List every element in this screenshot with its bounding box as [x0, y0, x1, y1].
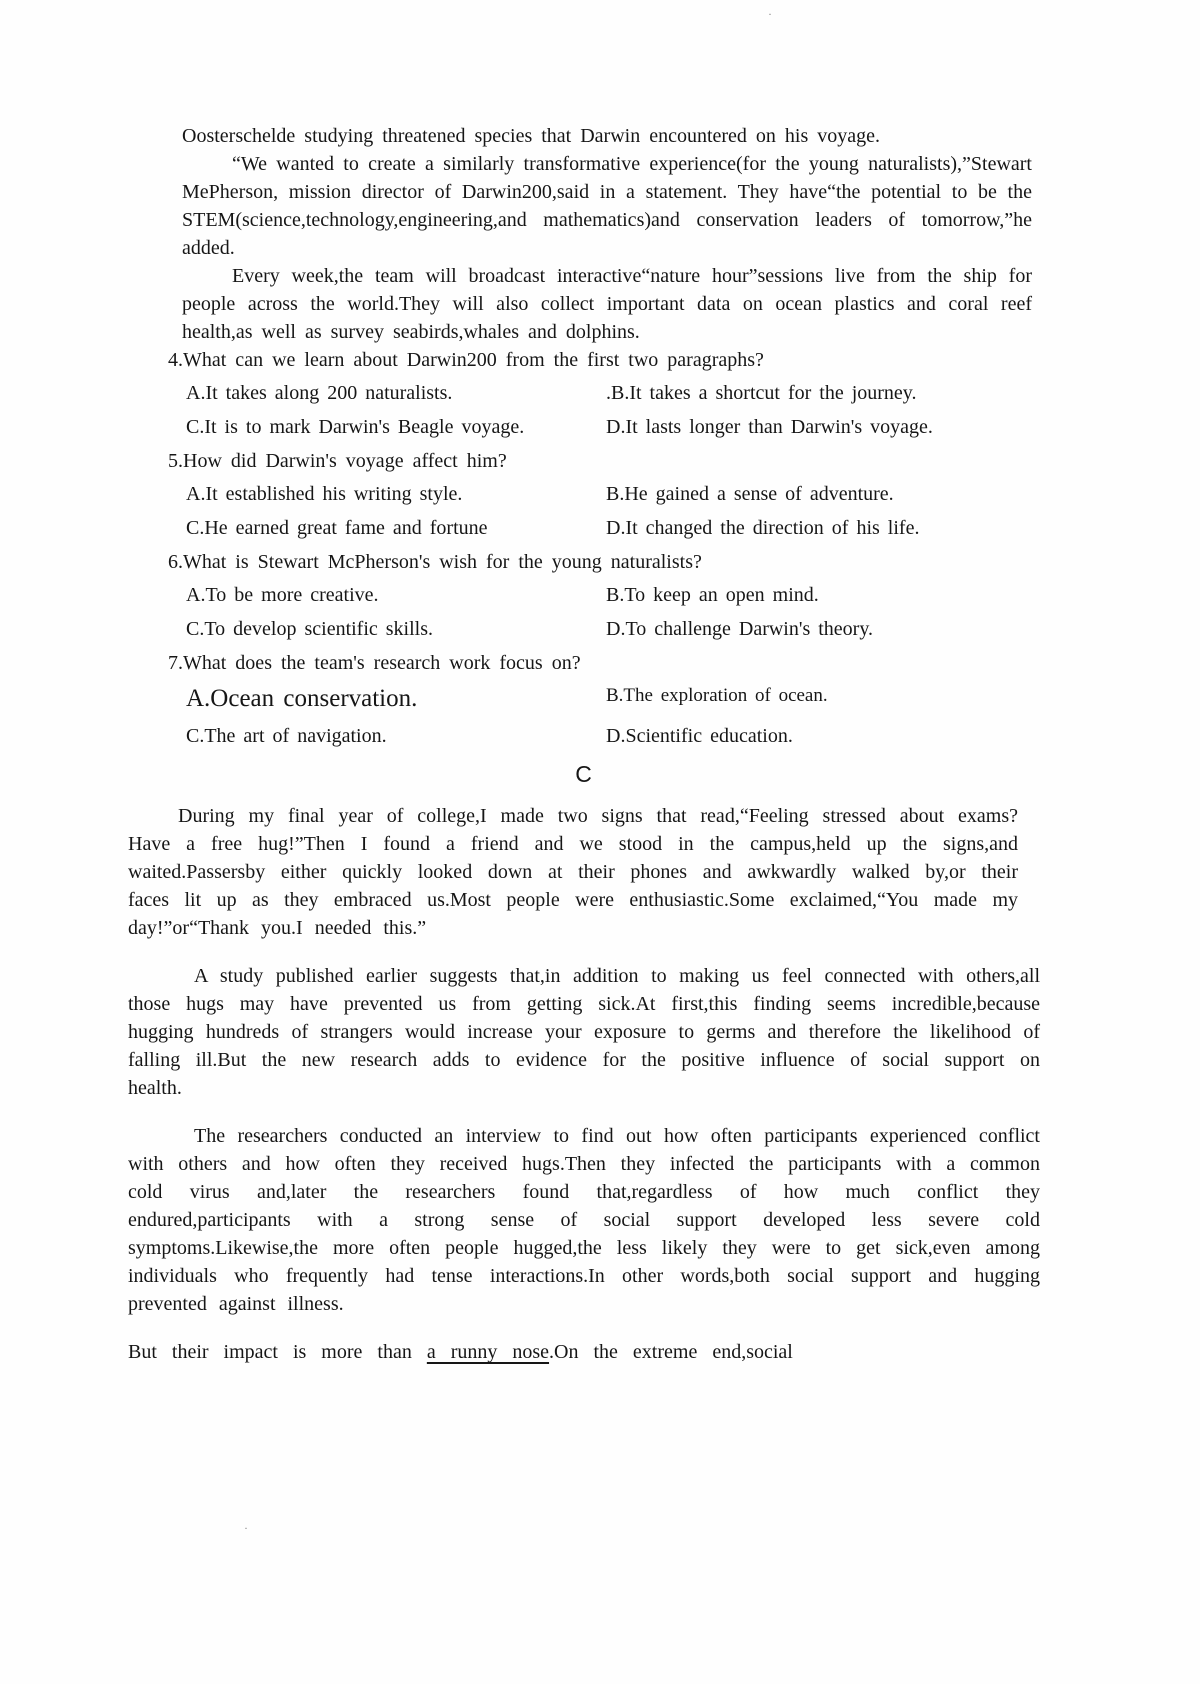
question-7-options: [168, 682, 1040, 750]
passage-b-paragraph-3: Every week,the team will broadcast interactive“nature hour”sessions live from the ship for people across the world.They will also collect important data on ocean plastics and coral reef health,as well as survey seabirds,whales and dolphins.: [182, 265, 1032, 343]
question-4-option-b: .B.It takes a shortcut for the journey.: [606, 382, 917, 404]
question-5: [168, 447, 1040, 542]
question-4-options: [168, 379, 1040, 441]
section-label-c: C: [575, 761, 593, 787]
question-5-option-b: B.He gained a sense of adventure.: [606, 483, 894, 505]
question-4-option-a: A.It takes along 200 naturalists.: [186, 382, 453, 404]
question-7-option-c: C.The art of navigation.: [186, 725, 387, 747]
question-6-options: [168, 581, 1040, 643]
question-6-option-d: D.To challenge Darwin's theory.: [606, 618, 874, 640]
question-6-option-c: C.To develop scientific skills.: [186, 618, 434, 640]
question-7-text: 7.What does the team's research work focus on?: [168, 652, 581, 674]
scan-artifact-dot: ·: [768, 7, 772, 21]
question-5-option-a: A.It established his writing style.: [186, 483, 463, 505]
passage-c-paragraph-4: [128, 1338, 1040, 1366]
passage-b-paragraph-1: Oosterschelde studying threatened species that Darwin encountered on his voyage.: [182, 125, 881, 147]
question-5-text: 5.How did Darwin's voyage affect him?: [168, 450, 507, 472]
question-7: [168, 649, 1040, 750]
question-4-text: 4.What can we learn about Darwin200 from the first two paragraphs?: [168, 349, 764, 371]
passage-c-paragraph-3: The researchers conducted an interview to find out how often participants experienced conflict with others and how often they received hugs.Then they infected the participants with a common cold virus and,later the researchers found that,regardless of how much conflict they endured,participants with a strong sense of social support developed less severe cold symptoms.Likewise,the more often people hugged,the less likely they were to get sick,even among individuals who frequently had tense interactions.In other words,both social support and hugging prevented against illness.: [128, 1125, 1040, 1315]
text-run-before: But their impact is more than: [128, 1341, 427, 1363]
passage-c: [128, 802, 1040, 1366]
passage-b: [182, 122, 1032, 346]
question-6: [168, 548, 1040, 643]
question-5-option-d: D.It changed the direction of his life.: [606, 517, 920, 539]
question-6-text: 6.What is Stewart McPherson's wish for the young naturalists?: [168, 551, 702, 573]
question-7-option-d: D.Scientific education.: [606, 725, 793, 747]
question-6-option-a: A.To be more creative.: [186, 584, 379, 606]
question-7-option-b: B.The exploration of ocean.: [606, 685, 828, 706]
question-4-option-c: C.It is to mark Darwin's Beagle voyage.: [186, 416, 525, 438]
question-6-option-b: B.To keep an open mind.: [606, 584, 819, 606]
scan-artifact-dot-bottom: ·: [244, 1521, 248, 1535]
text-run-after: .On the extreme end,social: [549, 1341, 793, 1363]
question-7-option-a: A.Ocean conservation.: [186, 685, 418, 712]
passage-b-paragraph-2: “We wanted to create a similarly transformative experience(for the young naturalists),”Stewart MePherson, mission director of Darwin200,said in a statement. They have“the potential to be the STEM(science,technology,engineering,and mathematics)and conservation leaders of tomorrow,”he added.: [182, 153, 1032, 259]
question-4: [168, 346, 1040, 441]
passage-c-paragraph-1: During my final year of college,I made two signs that read,“Feeling stressed about exams?Have a free hug!”Then I found a friend and we stood in the campus,held up the signs,and waited.Passersby either quickly looked down at their phones and awkwardly walked by,or their faces lit up as they embraced us.Most people were enthusiastic.Some exclaimed,“You made my day!”or“Thank you.I needed this.”: [128, 805, 1018, 939]
page-content: [128, 122, 1040, 1366]
question-4-option-d: D.It lasts longer than Darwin's voyage.: [606, 416, 933, 438]
question-5-option-c: C.He earned great fame and fortune: [186, 517, 488, 539]
question-5-options: [168, 480, 1040, 542]
passage-c-paragraph-2: A study published earlier suggests that,in addition to making us feel connected with others,all those hugs may have prevented us from getting sick.At first,this finding seems incredible,because hugging hundreds of strangers would increase your exposure to germs and therefore the likelihood of falling ill.But the new research adds to evidence for the positive influence of social support on health.: [128, 965, 1040, 1099]
underlined-phrase: a runny nose: [426, 1341, 550, 1363]
